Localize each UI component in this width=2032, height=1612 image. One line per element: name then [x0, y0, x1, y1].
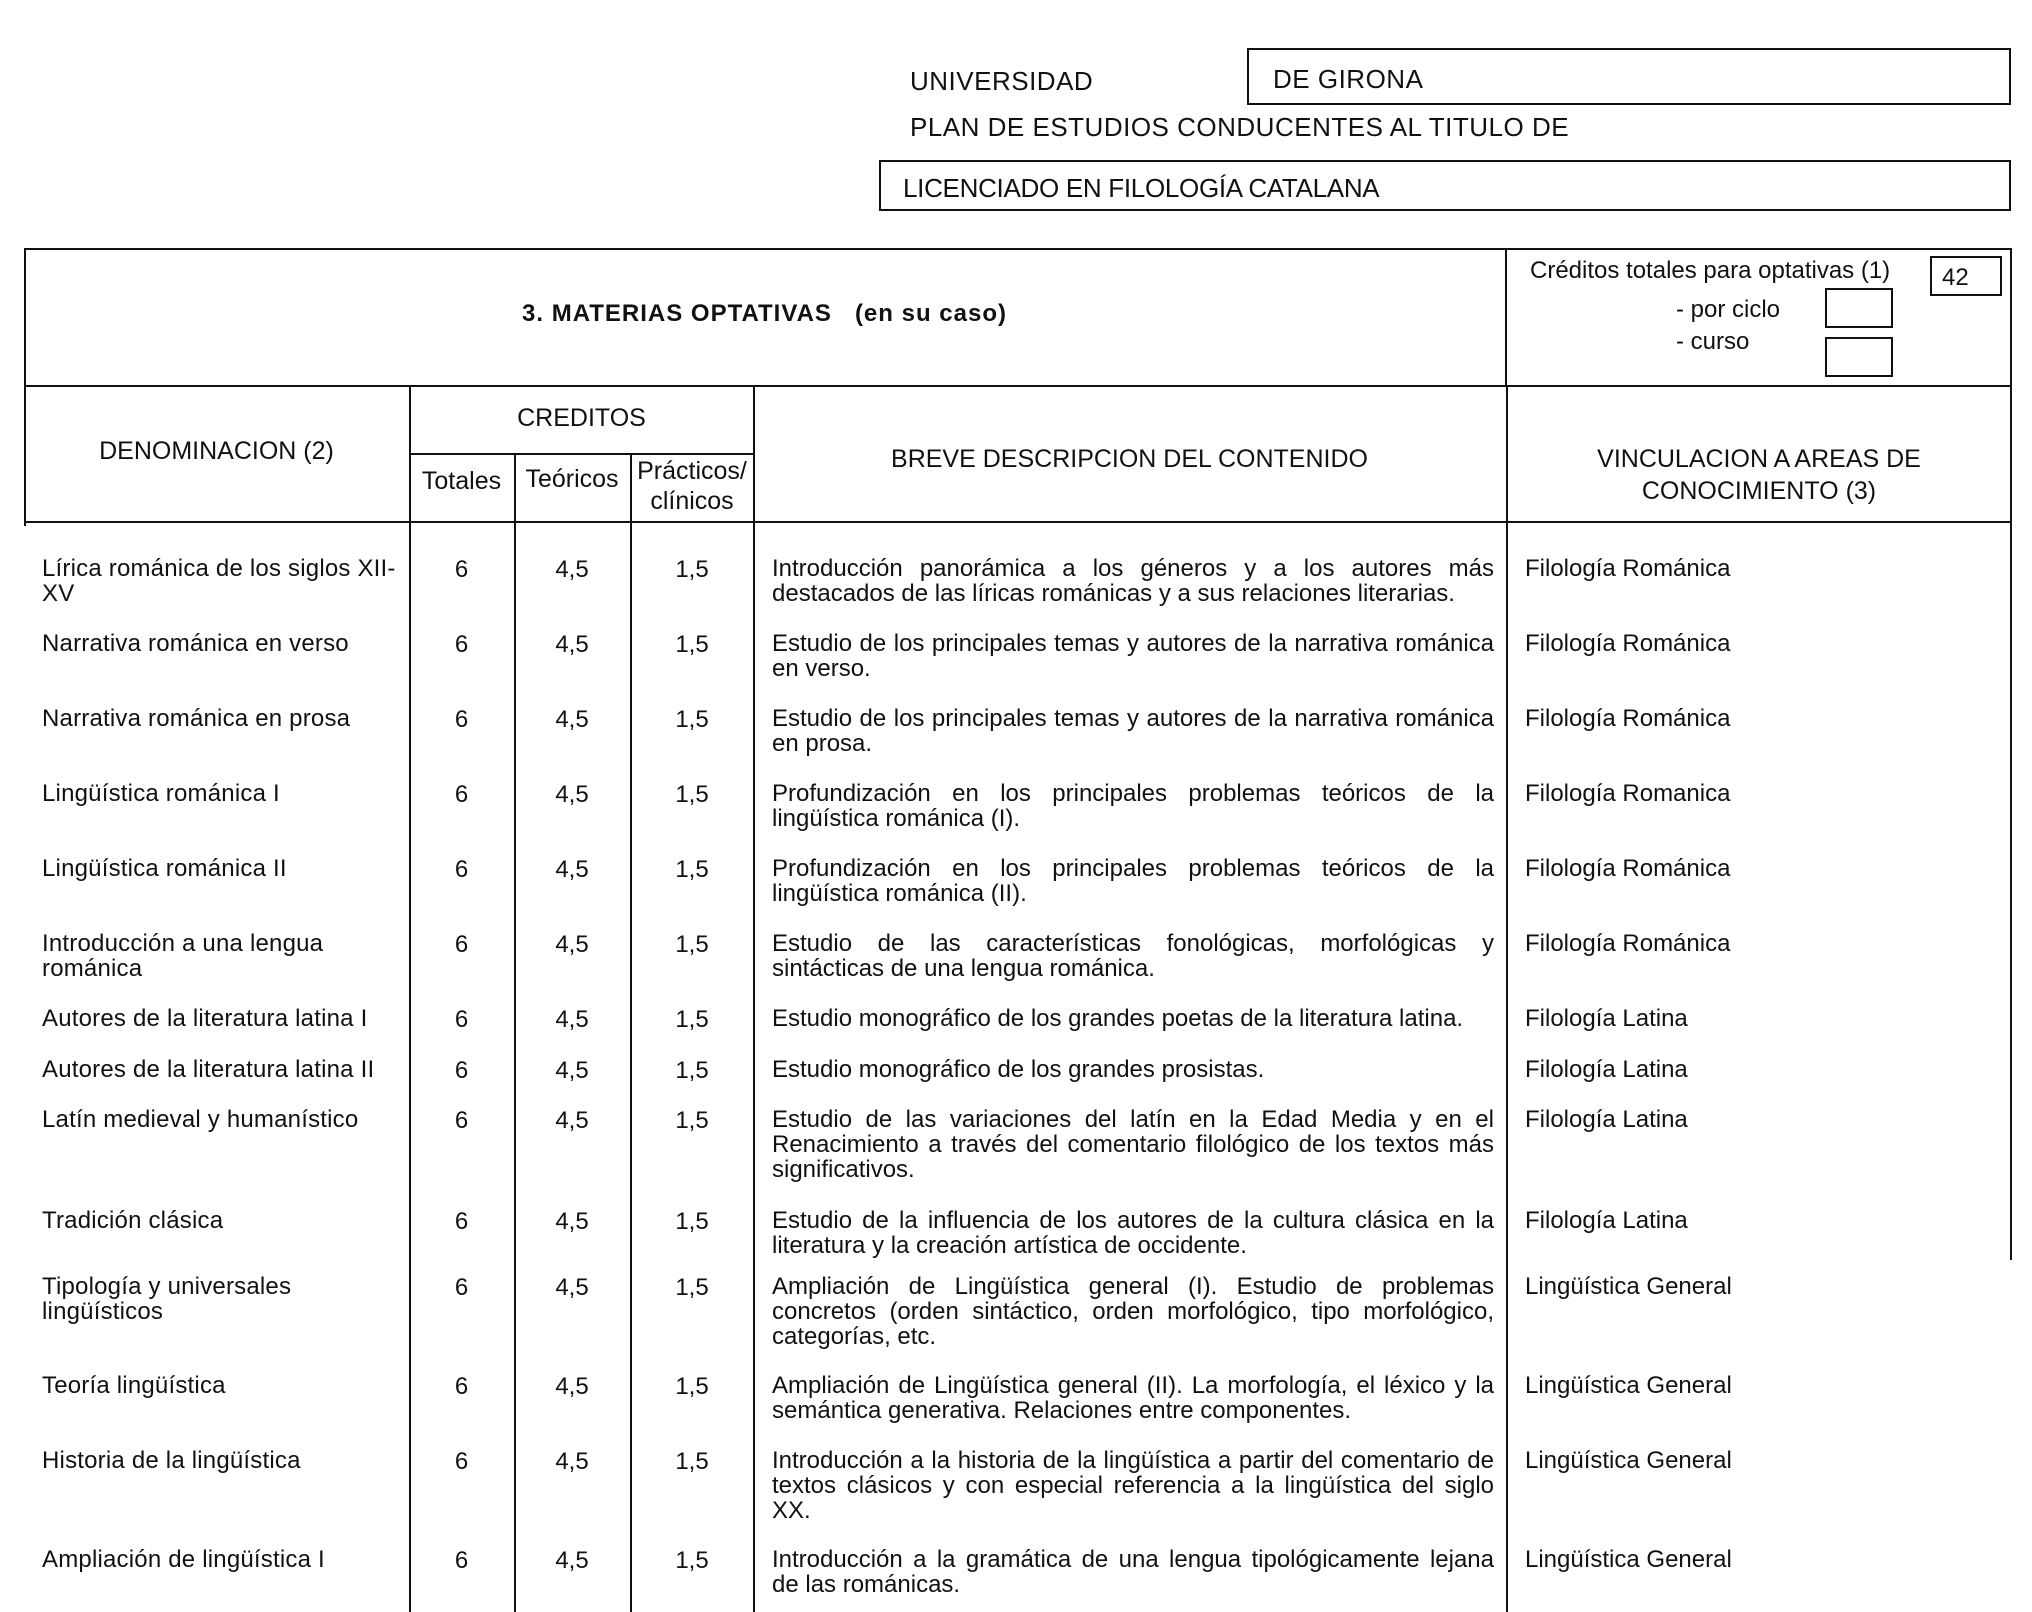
row-area: Filología Románica	[1525, 855, 1731, 882]
row-teoricos: 4,5	[555, 1107, 589, 1134]
row-totales: 6	[454, 1448, 469, 1475]
row-description: Profundización en los principales problemas teóricos de la lingüística románica (II).	[772, 855, 1494, 907]
row-description: Introducción a la historia de la lingüística a partir del comentario de textos clásicos y con especial referencia a la lingüística del siglo XX.	[772, 1447, 1494, 1524]
row-name: Teoría lingüística	[42, 1372, 226, 1399]
col-header-vinculacion-line1: VINCULACION A AREAS DE	[1597, 445, 1921, 473]
row-totales: 6	[454, 1547, 469, 1574]
creditos-divider	[409, 453, 754, 455]
row-practicos: 1,5	[675, 856, 709, 883]
row-name: Autores de la literatura latina II	[42, 1056, 375, 1083]
row-area: Filología Románica	[1525, 930, 1731, 957]
table-right-border	[2010, 248, 2012, 1260]
row-practicos: 1,5	[675, 931, 709, 958]
row-practicos: 1,5	[675, 1006, 709, 1033]
table-left-border	[24, 248, 26, 526]
row-teoricos: 4,5	[555, 1547, 589, 1574]
row-area: Lingüística General	[1525, 1447, 1732, 1474]
col-header-vinculacion-line2: CONOCIMIENTO (3)	[1641, 477, 1877, 505]
row-totales: 6	[454, 631, 469, 658]
row-practicos: 1,5	[675, 781, 709, 808]
row-practicos: 1,5	[675, 1274, 709, 1301]
row-description: Estudio de los principales temas y autores de la narrativa románica en verso.	[772, 630, 1494, 682]
row-area: Lingüística General	[1525, 1546, 1732, 1573]
per-course-box	[1825, 337, 1893, 377]
row-teoricos: 4,5	[555, 1006, 589, 1033]
row-name: Lingüística románica I	[42, 780, 280, 807]
degree-value: LICENCIADO EN FILOLOGÍA CATALANA	[903, 173, 1380, 203]
row-name: Ampliación de lingüística I	[42, 1546, 325, 1573]
university-field	[1247, 48, 2011, 105]
row-practicos: 1,5	[675, 706, 709, 733]
row-totales: 6	[454, 781, 469, 808]
credits-total-box	[1930, 256, 2002, 296]
row-description: Estudio monográfico de los grandes poetas de la literatura latina.	[772, 1005, 1464, 1032]
row-name: Lírica románica de los siglos XII-XV	[42, 555, 396, 607]
row-teoricos: 4,5	[555, 1274, 589, 1301]
row-name: Narrativa románica en verso	[42, 630, 349, 657]
section-title	[24, 300, 1505, 328]
row-totales: 6	[454, 1208, 469, 1235]
header-bottom-border	[24, 521, 2012, 523]
row-practicos: 1,5	[675, 1448, 709, 1475]
col-header-totales: Totales	[421, 467, 502, 495]
row-description: Profundización en los principales problemas teóricos de la lingüística románica (I).	[772, 780, 1494, 832]
col-header-practicos-line1: Prácticos/	[637, 457, 747, 485]
plan-label: PLAN DE ESTUDIOS CONDUCENTES AL TITULO DE	[910, 112, 1570, 142]
university-value: DE GIRONA	[1273, 64, 1424, 94]
row-area: Lingüística General	[1525, 1372, 1732, 1399]
row-area: Filología Romanica	[1525, 780, 1731, 807]
row-description: Ampliación de Lingüística general (II). La morfología, el léxico y la semántica generativa. Relaciones entre componentes.	[772, 1372, 1494, 1424]
per-cycle-label: - por ciclo	[1676, 296, 1781, 323]
per-course-label: - curso	[1676, 328, 1750, 355]
col-header-vinculacion	[1506, 443, 2012, 507]
row-totales: 6	[454, 1373, 469, 1400]
credits-total-label: Créditos totales para optativas (1)	[1530, 257, 1891, 284]
row-description: Estudio de la influencia de los autores de la cultura clásica en la literatura y la creación artística de occidente.	[772, 1207, 1494, 1259]
per-cycle-box	[1825, 288, 1893, 328]
row-name: Tradición clásica	[42, 1207, 224, 1234]
row-area: Filología Latina	[1525, 1106, 1688, 1133]
row-area: Filología Románica	[1525, 630, 1731, 657]
row-description: Introducción a la gramática de una lengua tipológicamente lejana de las románicas.	[772, 1546, 1494, 1598]
row-name: Introducción a una lengua románica	[42, 930, 324, 982]
row-name: Latín medieval y humanístico	[42, 1106, 359, 1133]
row-area: Filología Latina	[1525, 1056, 1688, 1083]
row-teoricos: 4,5	[555, 556, 589, 583]
row-teoricos: 4,5	[555, 706, 589, 733]
university-label: UNIVERSIDAD	[910, 66, 1094, 96]
row-teoricos: 4,5	[555, 1448, 589, 1475]
row-description: Estudio de las características fonológicas, morfológicas y sintácticas de una lengua románica.	[772, 930, 1494, 982]
row-practicos: 1,5	[675, 1057, 709, 1084]
row-totales: 6	[454, 931, 469, 958]
row-teoricos: 4,5	[555, 631, 589, 658]
section-divider	[1505, 248, 1507, 387]
row-area: Filología Latina	[1525, 1207, 1688, 1234]
row-teoricos: 4,5	[555, 781, 589, 808]
row-practicos: 1,5	[675, 1373, 709, 1400]
row-description: Introducción panorámica a los géneros y a los autores más destacados de las líricas románicas y a sus relaciones literarias.	[772, 555, 1494, 607]
section-bottom-border	[24, 385, 2012, 387]
row-teoricos: 4,5	[555, 856, 589, 883]
row-totales: 6	[454, 1057, 469, 1084]
col-header-descripcion: BREVE DESCRIPCION DEL CONTENIDO	[891, 445, 1368, 473]
degree-field	[879, 160, 2011, 211]
row-name: Historia de la lingüística	[42, 1447, 301, 1474]
row-practicos: 1,5	[675, 1208, 709, 1235]
row-description: Estudio de las variaciones del latín en la Edad Media y en el Renacimiento a través del comentario filológico de los textos más significativos.	[772, 1106, 1494, 1183]
row-description: Estudio monográfico de los grandes prosistas.	[772, 1056, 1265, 1083]
col-sep-5	[1506, 385, 1508, 1612]
row-totales: 6	[454, 1107, 469, 1134]
section-title-note: (en su caso)	[854, 300, 1007, 327]
row-practicos: 1,5	[675, 631, 709, 658]
row-description: Estudio de los principales temas y autores de la narrativa románica en prosa.	[772, 705, 1494, 757]
row-area: Filología Románica	[1525, 705, 1731, 732]
row-totales: 6	[454, 556, 469, 583]
row-name: Tipología y universales lingüísticos	[42, 1273, 292, 1325]
section-title-text: 3. MATERIAS OPTATIVAS	[522, 300, 832, 327]
row-name: Lingüística románica II	[42, 855, 287, 882]
row-teoricos: 4,5	[555, 1373, 589, 1400]
col-header-denominacion: DENOMINACION (2)	[99, 437, 334, 465]
row-name: Autores de la literatura latina I	[42, 1005, 368, 1032]
col-header-practicos-line2: clínicos	[650, 487, 734, 515]
row-teoricos: 4,5	[555, 1208, 589, 1235]
col-header-teoricos: Teóricos	[525, 465, 619, 493]
row-description: Ampliación de Lingüística general (I). Estudio de problemas concretos (orden sintáctico, orden morfológico, tipo morfológico, categorías, etc.	[772, 1273, 1494, 1350]
row-practicos: 1,5	[675, 556, 709, 583]
row-area: Lingüística General	[1525, 1273, 1732, 1300]
table-top-border	[24, 248, 2012, 250]
row-teoricos: 4,5	[555, 1057, 589, 1084]
row-totales: 6	[454, 1274, 469, 1301]
row-area: Filología Románica	[1525, 555, 1731, 582]
col-header-practicos	[630, 456, 754, 516]
row-practicos: 1,5	[675, 1547, 709, 1574]
row-totales: 6	[454, 706, 469, 733]
row-totales: 6	[454, 1006, 469, 1033]
credits-total-value: 42	[1942, 264, 1969, 291]
row-teoricos: 4,5	[555, 931, 589, 958]
col-header-creditos: CREDITOS	[517, 404, 646, 432]
row-totales: 6	[454, 856, 469, 883]
row-area: Filología Latina	[1525, 1005, 1688, 1032]
row-name: Narrativa románica en prosa	[42, 705, 351, 732]
row-practicos: 1,5	[675, 1107, 709, 1134]
